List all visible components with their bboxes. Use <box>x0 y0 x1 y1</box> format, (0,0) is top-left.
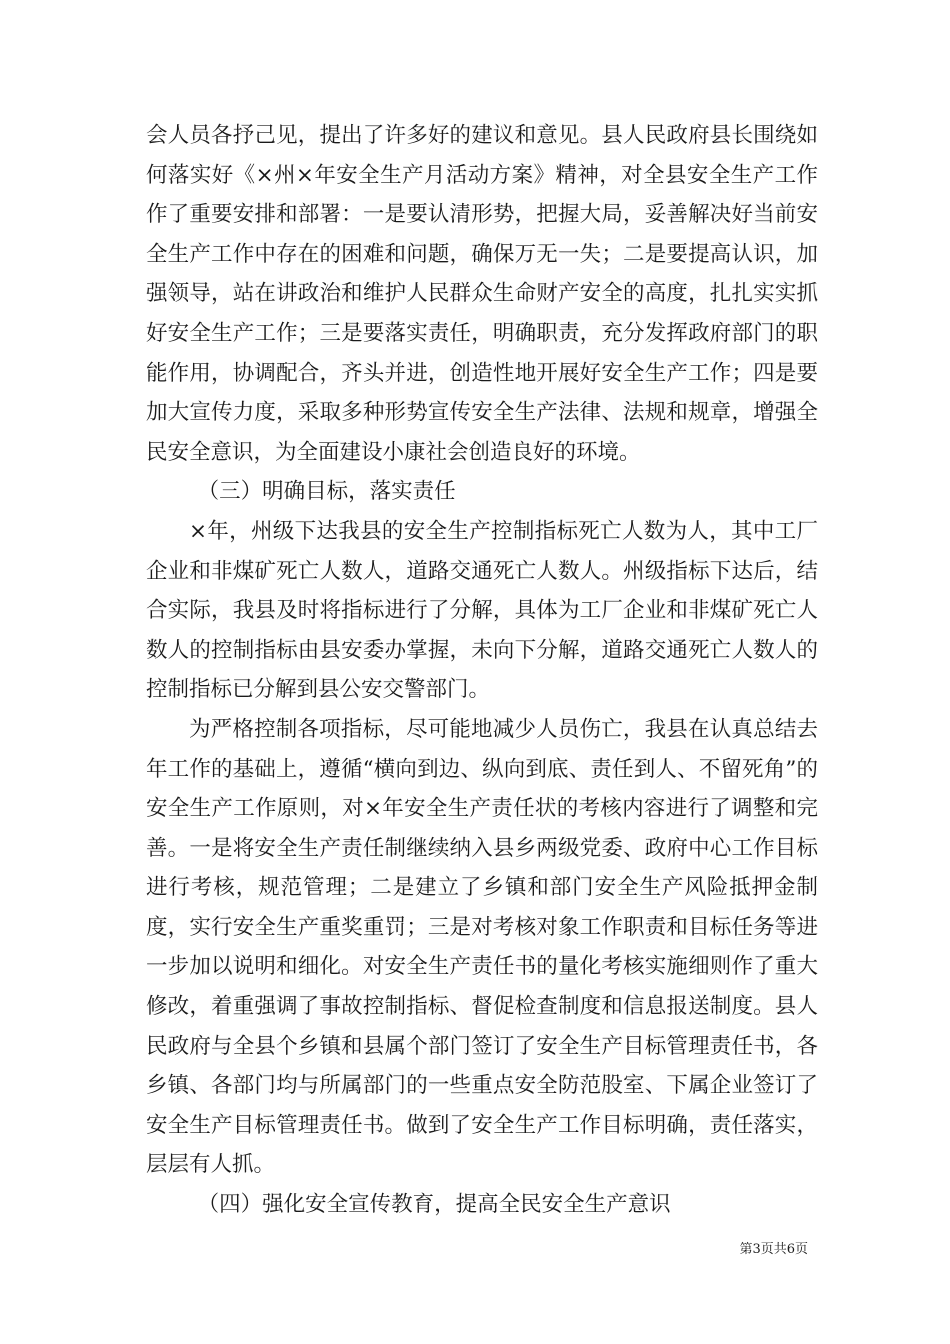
section-heading-3: （三）明确目标，落实责任 <box>197 479 456 505</box>
paragraph: ×年，州级下达我县的安全生产控制指标死亡人数为人，其中工厂企业和非煤矿死亡人数人，道路交通死亡人数人。州级指标下达后，结合实际，我县及时将指标进行了分解，具体为工厂企业和非煤矿死亡人数人的控制指标由县安委办掌握，未向下分解，道路交通死亡人数人的控制指标已分解到县公安交警部门。 <box>146 518 818 703</box>
paragraph-continued: 会人员各抒己见，提出了许多好的建议和意见。县人民政府县长围绕如何落实好《×州×年安全生产月活动方案》精神，对全县安全生产工作作了重要安排和部署：一是要认清形势，把握大局，妥善解决好当前安全生产工作中存在的困难和问题，确保万无一失；二是要提高认识，加强领导，站在讲政治和维护人民群众生命财产安全的高度，扎扎实实抓好安全生产工作；三是要落实责任，明确职责，充分发挥政府部门的职能作用，协调配合，齐头并进，创造性地开展好安全生产工作；四是要加大宣传力度，采取多种形势宣传安全生产法律、法规和规章，增强全民安全意识，为全面建设小康社会创造良好的环境。 <box>146 123 818 465</box>
page-footer <box>0 1238 950 1257</box>
section-heading-4: （四）强化安全宣传教育，提高全民安全生产意识 <box>197 1192 671 1218</box>
document-body <box>146 116 818 1225</box>
page-number: 第3页共6页 <box>739 1242 808 1257</box>
paragraph: 为严格控制各项指标，尽可能地减少人员伤亡，我县在认真总结去年工作的基础上，遵循“横向到边、纵向到底、责任到人、不留死角”的安全生产工作原则，对×年安全生产责任状的考核内容进行了调整和完善。一是将安全生产责任制继续纳入县乡两级党委、政府中心工作目标进行考核，规范管理；二是建立了乡镇和部门安全生产风险抵押金制度，实行安全生产重奖重罚；三是对考核对象工作职责和目标任务等进一步加以说明和细化。对安全生产责任书的量化考核实施细则作了重大修改，着重强调了事故控制指标、督促检查制度和信息报送制度。县人民政府与全县个乡镇和县属个部门签订了安全生产目标管理责任书，各乡镇、各部门均与所属部门的一些重点安全防范股室、下属企业签订了安全生产目标管理责任书。做到了安全生产工作目标明确，责任落实，层层有人抓。 <box>146 716 818 1178</box>
